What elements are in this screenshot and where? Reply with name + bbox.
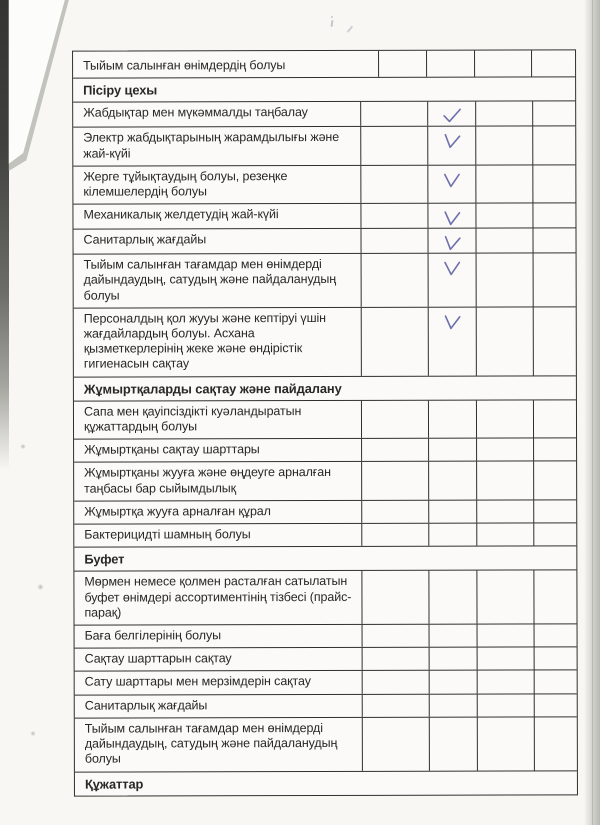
check-cell bbox=[362, 718, 429, 771]
checkmark-icon bbox=[440, 107, 464, 126]
table-row bbox=[73, 50, 575, 79]
row-label: Баға белгілерінің болуы bbox=[84, 628, 221, 643]
check-cell bbox=[429, 625, 477, 647]
check-cell bbox=[532, 165, 574, 203]
dust-speck bbox=[20, 444, 26, 449]
check-cell bbox=[477, 671, 534, 693]
check-cell bbox=[360, 166, 427, 204]
check-cell bbox=[429, 694, 477, 716]
check-cell bbox=[477, 717, 534, 770]
row-label: Бактерицидті шамның болуы bbox=[84, 527, 251, 542]
check-cell bbox=[427, 229, 475, 253]
check-cell bbox=[428, 439, 476, 461]
row-label: Тыйым салынған өнімдердің болуы bbox=[83, 58, 286, 73]
check-cell bbox=[428, 400, 476, 438]
check-cell bbox=[475, 229, 532, 253]
check-cell bbox=[429, 648, 477, 670]
check-cell bbox=[533, 307, 575, 375]
pencil-smudge bbox=[347, 25, 353, 32]
pencil-smudge bbox=[331, 20, 333, 27]
check-cell bbox=[476, 400, 533, 438]
check-cell bbox=[361, 308, 428, 376]
check-cell bbox=[429, 717, 477, 770]
check-cell bbox=[360, 102, 427, 126]
check-cell bbox=[475, 102, 532, 126]
check-cell bbox=[361, 254, 428, 307]
check-cell bbox=[361, 439, 428, 461]
check-cell bbox=[476, 439, 533, 461]
check-cell bbox=[362, 648, 429, 670]
check-cell bbox=[532, 102, 574, 126]
table-row bbox=[74, 571, 576, 626]
check-cell bbox=[533, 500, 575, 522]
row-label: Сату шарттары мен мерзімдерін сақтау bbox=[84, 674, 311, 690]
check-cell bbox=[475, 204, 532, 228]
table-row bbox=[74, 523, 576, 548]
check-cell bbox=[427, 102, 475, 126]
check-cell bbox=[534, 648, 576, 670]
check-cell bbox=[362, 694, 429, 716]
check-cell bbox=[533, 523, 575, 545]
row-label: Электр жабдықтарының жарамдылығы және жай-күйі bbox=[83, 130, 340, 161]
table-row bbox=[74, 439, 576, 464]
check-cell bbox=[361, 462, 428, 500]
checkmark-icon bbox=[439, 258, 464, 279]
row-label: Жабдықтар мен мүкәммалды таңбалау bbox=[83, 105, 308, 121]
check-cell bbox=[475, 127, 532, 165]
page-corner-fold bbox=[0, 0, 80, 180]
check-cell bbox=[378, 51, 426, 77]
check-cell bbox=[429, 671, 477, 693]
scanner-edge-left bbox=[0, 0, 9, 470]
check-cell bbox=[476, 462, 533, 500]
table-row bbox=[74, 307, 576, 377]
check-cell bbox=[477, 648, 534, 670]
checkmark-icon bbox=[440, 312, 464, 331]
table-row bbox=[74, 254, 576, 309]
check-cell bbox=[428, 307, 476, 375]
row-label: Тыйым салынған тағамдар мен өнімдерді дайындаудың, сатудың және пайдаланудың болуы bbox=[84, 720, 338, 766]
table-row bbox=[74, 400, 576, 440]
check-cell bbox=[427, 127, 475, 165]
row-label: Жұмыртқаны сақтау шарттары bbox=[84, 442, 260, 457]
check-cell bbox=[532, 127, 574, 165]
check-cell bbox=[360, 204, 427, 228]
row-label: Сапа мен қауіпсіздікті куәландыратын құжаттардың болуы bbox=[83, 403, 302, 434]
check-cell bbox=[360, 229, 427, 253]
check-cell bbox=[361, 571, 428, 624]
check-cell bbox=[427, 165, 475, 203]
check-cell bbox=[531, 50, 574, 76]
table-row bbox=[75, 648, 577, 673]
row-label: Тыйым салынған тағамдар мен өнімдерді дайындаудың, сатудың және пайдаланудың болуы bbox=[83, 257, 337, 303]
check-cell bbox=[476, 307, 533, 375]
dust-speck bbox=[37, 584, 44, 590]
check-cell bbox=[428, 462, 476, 500]
table-row bbox=[73, 102, 575, 128]
row-label: Механикалық желдетудің жай-күйі bbox=[83, 207, 279, 222]
check-cell bbox=[428, 254, 476, 307]
check-cell bbox=[362, 671, 429, 693]
table-row bbox=[73, 127, 575, 167]
table-row bbox=[73, 165, 575, 205]
table-row bbox=[74, 500, 576, 525]
checkmark-icon bbox=[439, 170, 464, 191]
check-cell bbox=[476, 500, 533, 522]
section-header: Буфет bbox=[74, 547, 576, 573]
checkmark-icon bbox=[439, 132, 464, 152]
check-cell bbox=[532, 204, 574, 228]
row-label: Жерге тұйықтаудың болуы, резеңке кілемшелердің болуы bbox=[83, 168, 288, 199]
table-row bbox=[75, 624, 577, 649]
check-cell bbox=[532, 229, 574, 253]
check-cell bbox=[426, 51, 474, 77]
row-label: Жұмыртқа жууға арналған құрал bbox=[84, 504, 271, 519]
inspection-checklist-table bbox=[72, 49, 578, 796]
check-cell bbox=[428, 500, 476, 522]
check-cell bbox=[475, 165, 532, 203]
checkmark-icon bbox=[440, 234, 465, 254]
check-cell bbox=[428, 524, 476, 546]
check-cell bbox=[477, 625, 534, 647]
row-label: Жұмыртқаны жууға және өңдеуге арналған таңбасы бар сыйымдылық bbox=[84, 465, 331, 496]
check-cell bbox=[474, 50, 531, 76]
check-cell bbox=[476, 254, 533, 307]
table-row bbox=[75, 671, 577, 696]
check-cell bbox=[427, 204, 475, 228]
check-cell bbox=[534, 671, 576, 693]
check-cell bbox=[533, 462, 575, 500]
section-header: Құжаттар bbox=[84, 775, 144, 792]
check-cell bbox=[362, 625, 429, 647]
table-row bbox=[73, 229, 575, 255]
table-row bbox=[75, 717, 577, 772]
section-header: Пісіру цехы bbox=[73, 78, 575, 104]
check-cell bbox=[534, 694, 576, 716]
row-label: Персоналдың қол жууы және кептіруі үшін жағдайлардың болуы. Асхана қызметкерлерінің жеке және өндірістік гигиенасын сақтау bbox=[83, 310, 326, 372]
check-cell bbox=[534, 717, 576, 770]
check-cell bbox=[476, 571, 533, 624]
check-cell bbox=[428, 571, 476, 624]
section-header: Жұмыртқаларды сақтау және пайдалану bbox=[74, 376, 576, 402]
check-cell bbox=[534, 624, 576, 646]
checkmark-icon bbox=[440, 209, 464, 228]
row-label: Мөрмен немесе қолмен расталған сатылатын буфет өнімдері ассортиментінің тізбесі (прайс-парақ) bbox=[84, 574, 352, 620]
paper-edge-line bbox=[592, 0, 593, 825]
check-cell bbox=[361, 524, 428, 546]
check-cell bbox=[477, 694, 534, 716]
check-cell bbox=[533, 400, 575, 438]
check-cell bbox=[361, 401, 428, 439]
table-row bbox=[73, 204, 575, 230]
check-cell bbox=[533, 571, 575, 624]
check-cell bbox=[476, 524, 533, 546]
table-row bbox=[74, 462, 576, 502]
row-label: Санитарлық жағдайы bbox=[83, 232, 207, 247]
dust-speck bbox=[30, 731, 36, 736]
row-label: Санитарлық жағдайы bbox=[84, 697, 208, 713]
check-cell bbox=[533, 439, 575, 461]
row-label: Сақтау шарттарын сақтау bbox=[84, 651, 232, 666]
check-cell bbox=[533, 254, 575, 307]
check-cell bbox=[361, 501, 428, 523]
check-cell bbox=[360, 127, 427, 165]
table-row bbox=[75, 694, 577, 719]
